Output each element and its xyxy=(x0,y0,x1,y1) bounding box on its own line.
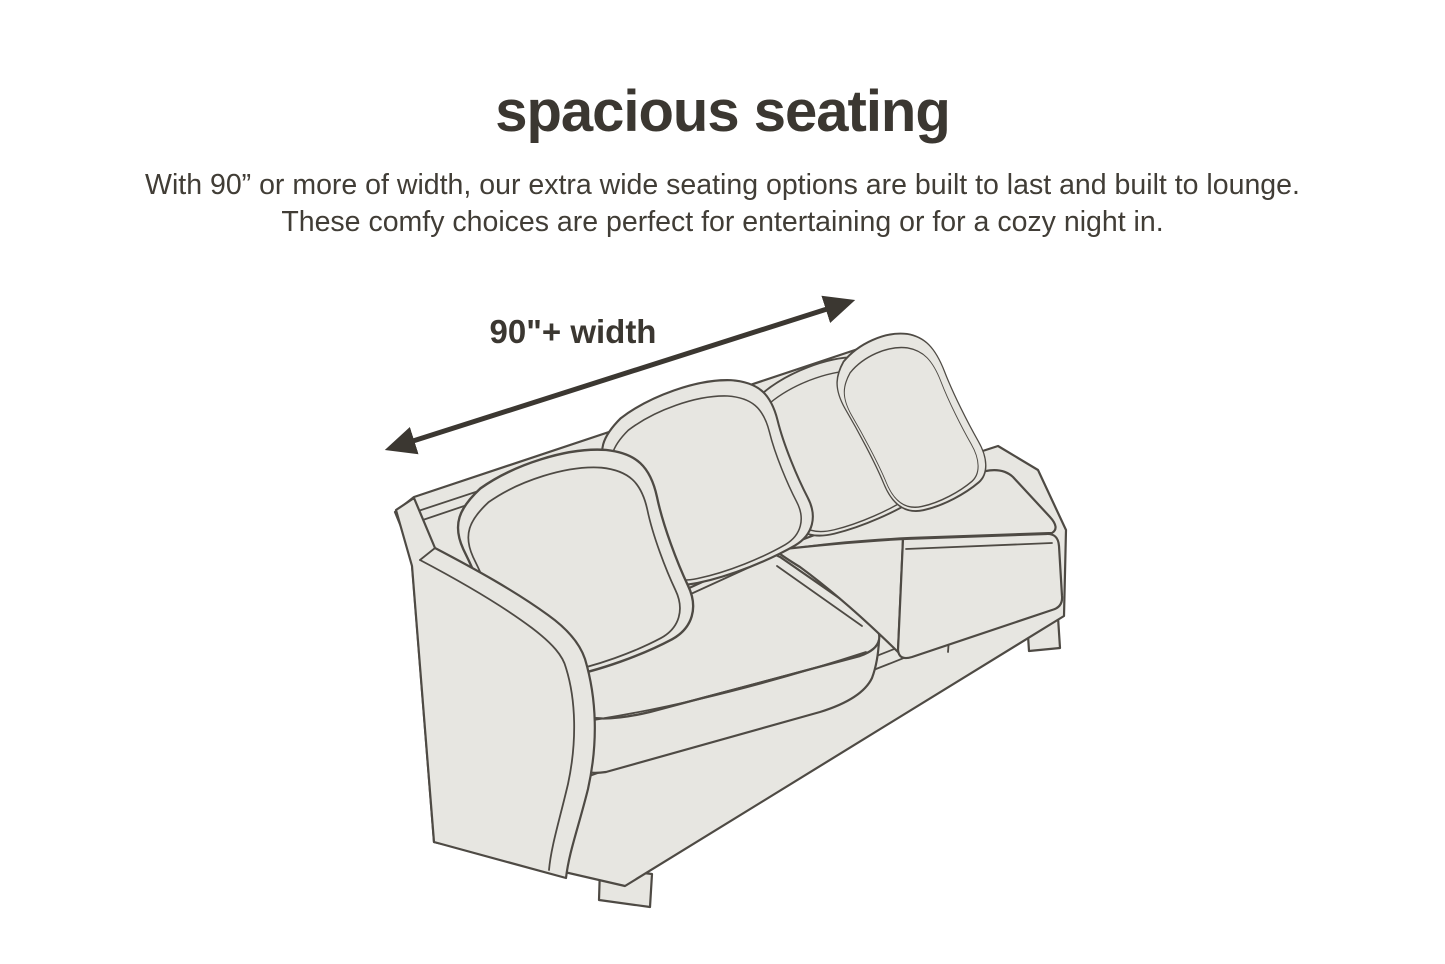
description-line-1: With 90” or more of width, our extra wide seating options are built to last and built to lounge. xyxy=(145,169,1300,201)
description-line-2: These comfy choices are perfect for entertaining or for a cozy night in. xyxy=(281,206,1164,238)
sofa-illustration xyxy=(0,270,1445,964)
page-title: spacious seating xyxy=(495,79,950,144)
dimension-label: 90"+ width xyxy=(489,313,657,350)
description xyxy=(0,167,1445,241)
